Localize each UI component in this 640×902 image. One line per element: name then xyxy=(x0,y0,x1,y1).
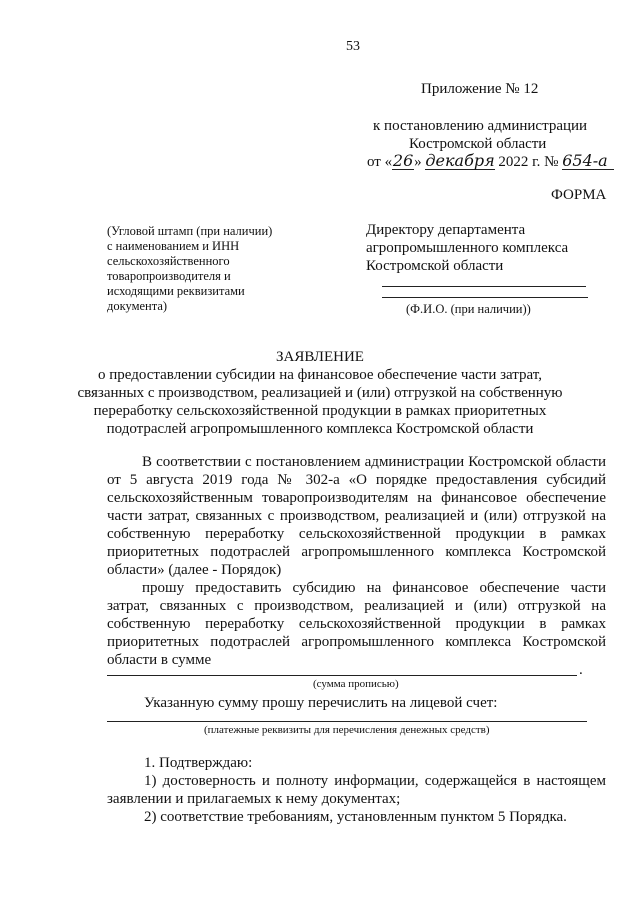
heading-line: переработку сельскохозяйственной продукции в рамках приоритетных xyxy=(93,403,547,419)
stamp-line: с наименованием и ИНН xyxy=(107,239,240,253)
appendix-date-line xyxy=(367,153,614,171)
stamp-line: исходящими реквизитами xyxy=(107,284,245,298)
stamp-line: (Угловой штамп (при наличии) xyxy=(107,224,273,238)
para2-line: прошу предоставить субсидию на финансовое обеспечение части xyxy=(142,580,606,596)
date-day-handwritten: 26 xyxy=(392,151,414,170)
para1-line: части затрат, связанных с производством, реализацией и (или) отгрузкой на xyxy=(107,508,606,524)
heading-line: подотраслей агропромышленного комплекса Костромской области xyxy=(106,421,534,437)
para2-line: области в сумме xyxy=(107,652,212,668)
account-text: Указанную сумму прошу перечислить на лицевой счет: xyxy=(144,695,498,711)
document-title: ЗАЯВЛЕНИЕ xyxy=(276,349,364,365)
para1-line: от 5 августа 2019 года № 302-а «О порядке предоставления субсидий xyxy=(107,472,606,488)
date-day-close: » xyxy=(414,154,422,170)
confirm1-line: 1) достоверность и полноту информации, содержащейся в настоящем xyxy=(144,773,606,789)
para1-line: В соответствии с постановлением администрации Костромской области xyxy=(142,454,606,470)
sum-field-line xyxy=(107,675,577,676)
heading-line: связанных с производством, реализацией и (или) отгрузкой на собственную xyxy=(77,385,563,401)
heading-subtitle xyxy=(0,366,640,438)
addressee-block xyxy=(366,221,568,275)
para1-line: собственную переработку сельскохозяйственной продукции в рамках xyxy=(107,526,606,542)
fio-line-2 xyxy=(382,297,588,298)
heading-line: о предоставлении субсидии на финансовое обеспечение части затрат, xyxy=(98,367,542,383)
para2-line: приоритетных подотраслей агропромышленного комплекса Костромской xyxy=(107,634,606,650)
para2-line: собственную переработку сельскохозяйственной продукции в рамках xyxy=(107,616,606,632)
account-caption: (платежные реквизиты для перечисления денежных средств) xyxy=(204,724,490,736)
confirm2-line: 2) соответствие требованиям, установленным пунктом 5 Порядка. xyxy=(144,809,567,825)
addressee-line: агропромышленного комплекса xyxy=(366,240,569,256)
confirm1-line: заявлении и прилагаемых к нему документах; xyxy=(107,791,401,807)
para1-line: сельскохозяйственным товаропроизводителям на финансовое обеспечение xyxy=(107,490,606,506)
form-label: ФОРМА xyxy=(551,187,607,203)
doc-number-handwritten: 654-а xyxy=(562,153,614,170)
appendix-title: Приложение № 12 xyxy=(421,81,539,97)
fio-line-1 xyxy=(382,286,586,287)
stamp-line: документа) xyxy=(107,299,168,313)
para1-line: приоритетных подотраслей агропромышленного комплекса Костромской xyxy=(107,544,606,560)
appendix-line2: Костромской области xyxy=(409,136,547,152)
fio-caption: (Ф.И.О. (при наличии)) xyxy=(406,302,531,316)
date-month-handwritten: декабря xyxy=(425,151,495,170)
date-prefix: от « xyxy=(367,154,393,170)
para2-line: затрат, связанных с производством, реализацией и (или) отгрузкой на xyxy=(107,598,606,614)
addressee-line: Костромской области xyxy=(366,258,504,274)
confirm-title: 1. Подтверждаю: xyxy=(144,755,253,771)
sum-end-dot: . xyxy=(579,662,583,678)
page-number: 53 xyxy=(346,39,360,54)
date-year: 2022 г. № xyxy=(498,154,559,170)
account-field-line xyxy=(107,721,587,722)
addressee-line: Директору департамента xyxy=(366,222,526,238)
para1-line: области» (далее - Порядок) xyxy=(107,562,282,578)
stamp-block xyxy=(107,224,272,314)
appendix-line1: к постановлению администрации xyxy=(373,118,588,134)
stamp-line: товаропроизводителя и xyxy=(107,269,231,283)
stamp-line: сельскохозяйственного xyxy=(107,254,230,268)
sum-caption: (сумма прописью) xyxy=(313,678,399,690)
